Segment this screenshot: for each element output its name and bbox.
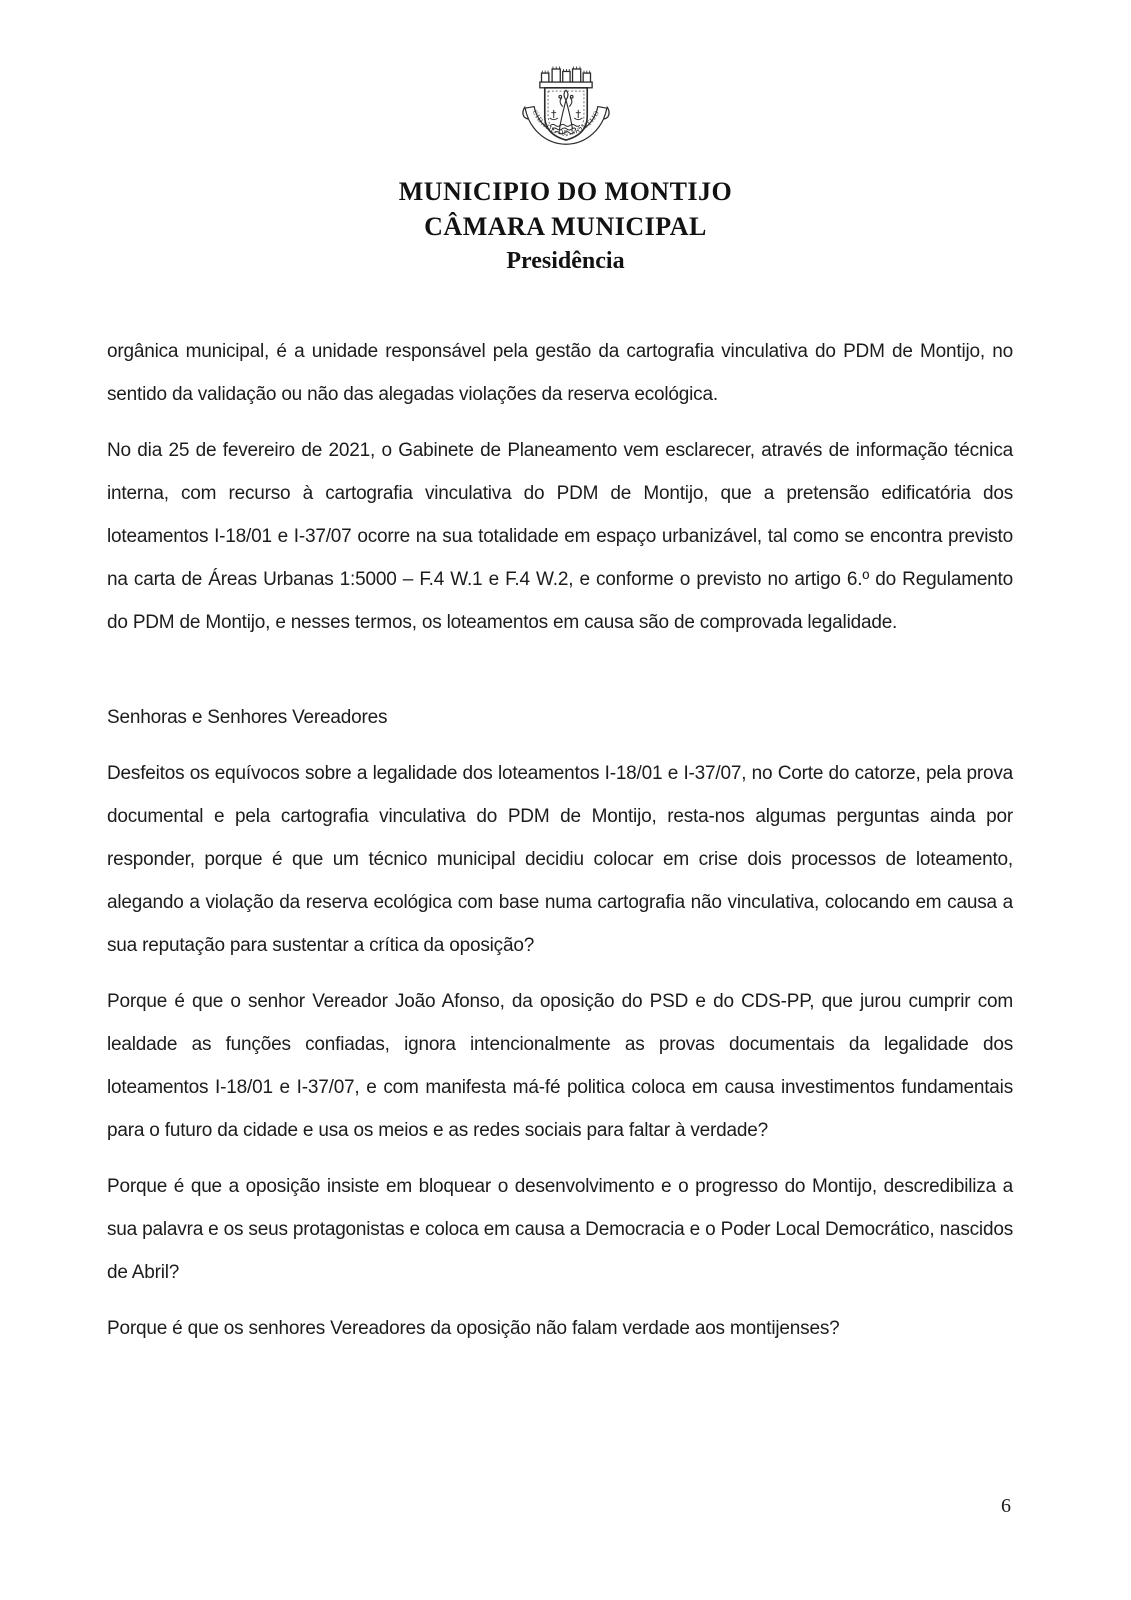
document-body [107,330,1013,1363]
section-heading: Senhoras e Senhores Vereadores [107,707,388,728]
municipality-title: MUNICIPIO DO MONTIJO [398,177,733,206]
paragraph: Porque é que a oposição insiste em bloquear o desenvolvimento e o progresso do Montijo, descredibiliza a sua palavra e os seus protagonistas e coloca em causa a Democracia e o Poder Local Democrático, nascidos de Abril? [107,1176,1013,1283]
department-title: CÂMARA MUNICIPAL [424,212,707,241]
paragraph: orgânica municipal, é a unidade responsável pela gestão da cartografia vinculativa do PDM de Montijo, no sentido da validação ou não das alegadas violações da reserva ecológica. [107,341,1013,405]
page-number: 6 [1001,1495,1011,1517]
montijo-coat-of-arms-icon [517,64,615,172]
crest-wrap [0,64,1131,172]
paragraph: Porque é que os senhores Vereadores da oposição não falam verdade aos montijenses? [107,1318,840,1339]
paragraph: No dia 25 de fevereiro de 2021, o Gabinete de Planeamento vem esclarecer, através de informação técnica interna, com recurso à cartografia vinculativa do PDM de Montijo, que a pretensão edificatória dos loteamentos I-18/01 e I-37/07 ocorre na sua totalidade em espaço urbanizável, tal como se encontra previsto na carta de Áreas Urbanas 1:5000 – F.4 W.1 e F.4 W.2, e conforme o previsto no artigo 6.º do Regulamento do PDM de Montijo, e nesses termos, os loteamentos em causa são de comprovada legalidade. [107,440,1013,633]
letterhead [0,174,1131,278]
paragraph: Desfeitos os equívocos sobre a legalidade dos loteamentos I-18/01 e I-37/07, no Corte do catorze, pela prova documental e pela cartografia vinculativa do PDM de Montijo, resta-nos algumas perguntas ainda por responder, porque é que um técnico municipal decidiu colocar em crise dois processos de loteamento, alegando a violação da reserva ecológica com base numa cartografia não vinculativa, colocando em causa a sua reputação para sustentar a crítica da oposição? [107,763,1013,956]
office-title: Presidência [506,248,625,274]
paragraph: Porque é que o senhor Vereador João Afonso, da oposição do PSD e do CDS-PP, que jurou cumprir com lealdade as funções confiadas, ignora intencionalmente as provas documentais da legalidade dos loteamentos I-18/01 e I-37/07, e com manifesta má-fé politica coloca em causa investimentos fundamentais para o futuro da cidade e usa os meios e as redes sociais para faltar à verdade? [107,991,1013,1141]
crest-banner-text: CIDADE DE MONTIJO [530,108,601,137]
